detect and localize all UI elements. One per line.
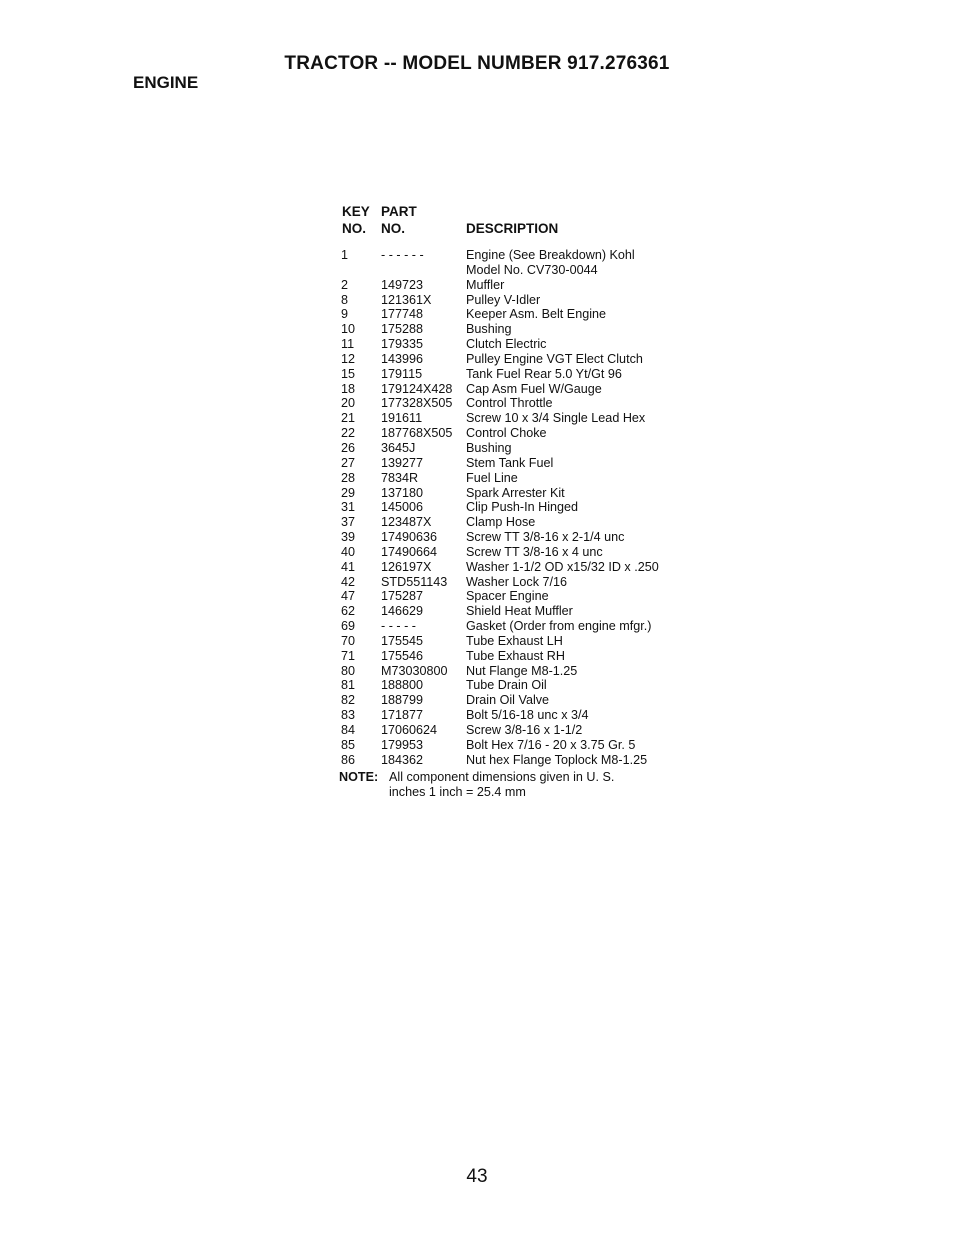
- table-row: [341, 604, 701, 619]
- part-description: Shield Heat Muffler: [466, 604, 573, 619]
- table-row: [341, 619, 701, 634]
- key-number: 11: [341, 337, 355, 352]
- key-number: 40: [341, 544, 356, 559]
- part-number: 187768X505: [381, 426, 453, 441]
- part-number: M73030800: [381, 663, 448, 678]
- part-description: Clip Push-In Hinged: [466, 500, 579, 515]
- key-number: 41: [341, 559, 356, 574]
- part-number: 137180: [381, 485, 424, 500]
- table-row: [341, 322, 701, 337]
- part-number: 177748: [381, 307, 424, 322]
- part-number: 177328X505: [381, 396, 453, 411]
- key-number: 9: [341, 307, 349, 322]
- table-row: [341, 545, 701, 560]
- table-row: [341, 352, 701, 367]
- part-description: Screw TT 3/8-16 x 4 unc: [466, 544, 603, 559]
- part-description: Nut hex Flange Toplock M8-1.25: [466, 752, 648, 767]
- header-part-line1: PART: [381, 204, 417, 219]
- header-key-line1: KEY: [342, 204, 370, 219]
- key-number: 86: [341, 752, 356, 767]
- part-description: Gasket (Order from engine mfgr.): [466, 619, 652, 634]
- table-row: [341, 723, 701, 738]
- key-number: 15: [341, 366, 356, 381]
- part-number: 17060624: [381, 723, 438, 737]
- part-description: Tube Exhaust RH: [466, 648, 565, 663]
- part-number: 179335: [381, 337, 424, 352]
- part-description: Fuel Line: [466, 470, 518, 485]
- part-description: Tube Drain Oil: [466, 678, 547, 693]
- table-row: [341, 664, 701, 679]
- part-description: Spacer Engine: [466, 589, 549, 604]
- key-number: 2: [341, 277, 349, 292]
- table-row: [341, 426, 701, 441]
- key-number: 28: [341, 470, 356, 485]
- table-row: [341, 500, 701, 515]
- part-description: Stem Tank Fuel: [466, 455, 554, 470]
- key-number: 39: [341, 530, 356, 545]
- table-row: [341, 738, 701, 753]
- part-number: 179124X428: [381, 381, 453, 396]
- part-description: Control Choke: [466, 426, 547, 441]
- part-number: - - - - - -: [381, 248, 424, 262]
- part-number: 175545: [381, 633, 424, 648]
- part-description: Screw 3/8-16 x 1-1/2: [466, 723, 583, 737]
- table-row: [341, 471, 701, 486]
- part-number: STD551143: [381, 574, 448, 589]
- part-description: Engine (See Breakdown) Kohl Model No. CV730-0044: [466, 248, 635, 277]
- part-number: 145006: [381, 500, 424, 515]
- part-description: Screw TT 3/8-16 x 2-1/4 unc: [466, 530, 625, 545]
- table-row: [341, 248, 701, 278]
- part-description: Bushing: [466, 322, 512, 337]
- header-key-line2: NO.: [342, 221, 367, 236]
- key-number: 42: [341, 574, 356, 589]
- table-row: [341, 337, 701, 352]
- part-number: 179115: [381, 366, 423, 381]
- key-number: 12: [341, 351, 356, 366]
- part-number: 7834R: [381, 470, 419, 485]
- table-row: [341, 575, 701, 590]
- table-row: [341, 708, 701, 723]
- key-number: 84: [341, 723, 356, 737]
- key-number: 85: [341, 737, 356, 752]
- part-description: Nut Flange M8-1.25: [466, 663, 578, 678]
- part-number: 17490664: [381, 544, 438, 559]
- header-part-line2: NO.: [381, 221, 406, 236]
- key-number: 71: [341, 648, 356, 663]
- table-row: [341, 456, 701, 471]
- part-description: Clutch Electric: [466, 337, 547, 352]
- table-row: [341, 649, 701, 664]
- key-number: 27: [341, 455, 356, 470]
- part-description: Bolt Hex 7/16 - 20 x 3.75 Gr. 5: [466, 737, 636, 752]
- part-number: 121361X: [381, 292, 432, 307]
- part-number: 175288: [381, 322, 424, 337]
- part-number: 175287: [381, 589, 424, 604]
- part-number: 126197X: [381, 559, 432, 574]
- part-description: Drain Oil Valve: [466, 693, 550, 708]
- table-row: [341, 678, 701, 693]
- section-heading: ENGINE: [133, 73, 199, 92]
- table-row: [341, 560, 701, 575]
- part-number: 179953: [381, 737, 424, 752]
- key-number: 29: [341, 485, 356, 500]
- part-number: 143996: [381, 351, 424, 366]
- part-description: Tank Fuel Rear 5.0 Yt/Gt 96: [466, 366, 622, 381]
- table-row: [341, 515, 701, 530]
- part-description: Pulley V-Idler: [466, 292, 541, 307]
- part-description: Keeper Asm. Belt Engine: [466, 307, 607, 322]
- header-description: DESCRIPTION: [466, 221, 559, 236]
- part-number: 191611: [381, 411, 423, 426]
- part-number: 188799: [381, 693, 424, 708]
- key-number: 70: [341, 633, 356, 648]
- table-row: [341, 293, 701, 308]
- key-number: 10: [341, 322, 356, 337]
- table-row: [341, 278, 701, 293]
- note-text: All component dimensions given in U. S. inches 1 inch = 25.4 mm: [389, 770, 615, 799]
- key-number: 18: [341, 381, 356, 396]
- part-description: Washer Lock 7/16: [466, 574, 568, 589]
- key-number: 80: [341, 663, 356, 678]
- page-number: 43: [466, 1166, 488, 1187]
- part-number: 175546: [381, 648, 424, 663]
- table-row: [341, 396, 701, 411]
- part-description: Bushing: [466, 440, 512, 455]
- key-number: 62: [341, 604, 356, 619]
- part-description: Pulley Engine VGT Elect Clutch: [466, 351, 643, 366]
- key-number: 47: [341, 589, 356, 604]
- part-number: 139277: [381, 455, 424, 470]
- key-number: 21: [341, 411, 356, 426]
- key-number: 37: [341, 515, 356, 530]
- part-number: - - - - -: [381, 619, 416, 634]
- key-number: 82: [341, 693, 356, 708]
- table-row: [341, 589, 701, 604]
- part-description: Cap Asm Fuel W/Gauge: [466, 381, 602, 396]
- part-description: Washer 1-1/2 OD x15/32 ID x .250: [466, 559, 659, 574]
- part-number: 184362: [381, 752, 424, 767]
- table-row: [341, 530, 701, 545]
- table-row: [341, 693, 701, 708]
- part-description: Screw 10 x 3/4 Single Lead Hex: [466, 411, 646, 426]
- table-row: [341, 307, 701, 322]
- table-row: [341, 634, 701, 649]
- part-description: Control Throttle: [466, 396, 553, 411]
- key-number: 31: [341, 500, 356, 515]
- parts-list: [341, 248, 701, 768]
- part-description: Muffler: [466, 277, 505, 292]
- key-number: 81: [341, 678, 356, 693]
- part-number: 171877: [381, 708, 424, 723]
- key-number: 83: [341, 708, 356, 723]
- key-number: 8: [341, 292, 349, 307]
- part-number: 123487X: [381, 515, 432, 530]
- part-description: Clamp Hose: [466, 515, 536, 530]
- table-row: [341, 367, 701, 382]
- key-number: 26: [341, 440, 356, 455]
- table-row: [341, 753, 701, 768]
- table-row: [341, 411, 701, 426]
- part-description: Bolt 5/16-18 unc x 3/4: [466, 708, 589, 723]
- page-title: TRACTOR -- MODEL NUMBER 917.276361: [284, 53, 670, 74]
- part-number: 188800: [381, 678, 424, 693]
- part-description: Spark Arrester Kit: [466, 485, 565, 500]
- note-label: NOTE:: [339, 770, 379, 784]
- key-number: 20: [341, 396, 356, 411]
- table-row: [341, 441, 701, 456]
- part-number: 146629: [381, 604, 424, 619]
- part-number: 3645J: [381, 440, 416, 455]
- table-row: [341, 486, 701, 501]
- part-number: 17490636: [381, 530, 438, 545]
- part-description: Tube Exhaust LH: [466, 633, 563, 648]
- key-number: 69: [341, 619, 356, 634]
- key-number: 22: [341, 426, 356, 441]
- part-number: 149723: [381, 277, 424, 292]
- table-row: [341, 382, 701, 397]
- key-number: 1: [341, 248, 349, 262]
